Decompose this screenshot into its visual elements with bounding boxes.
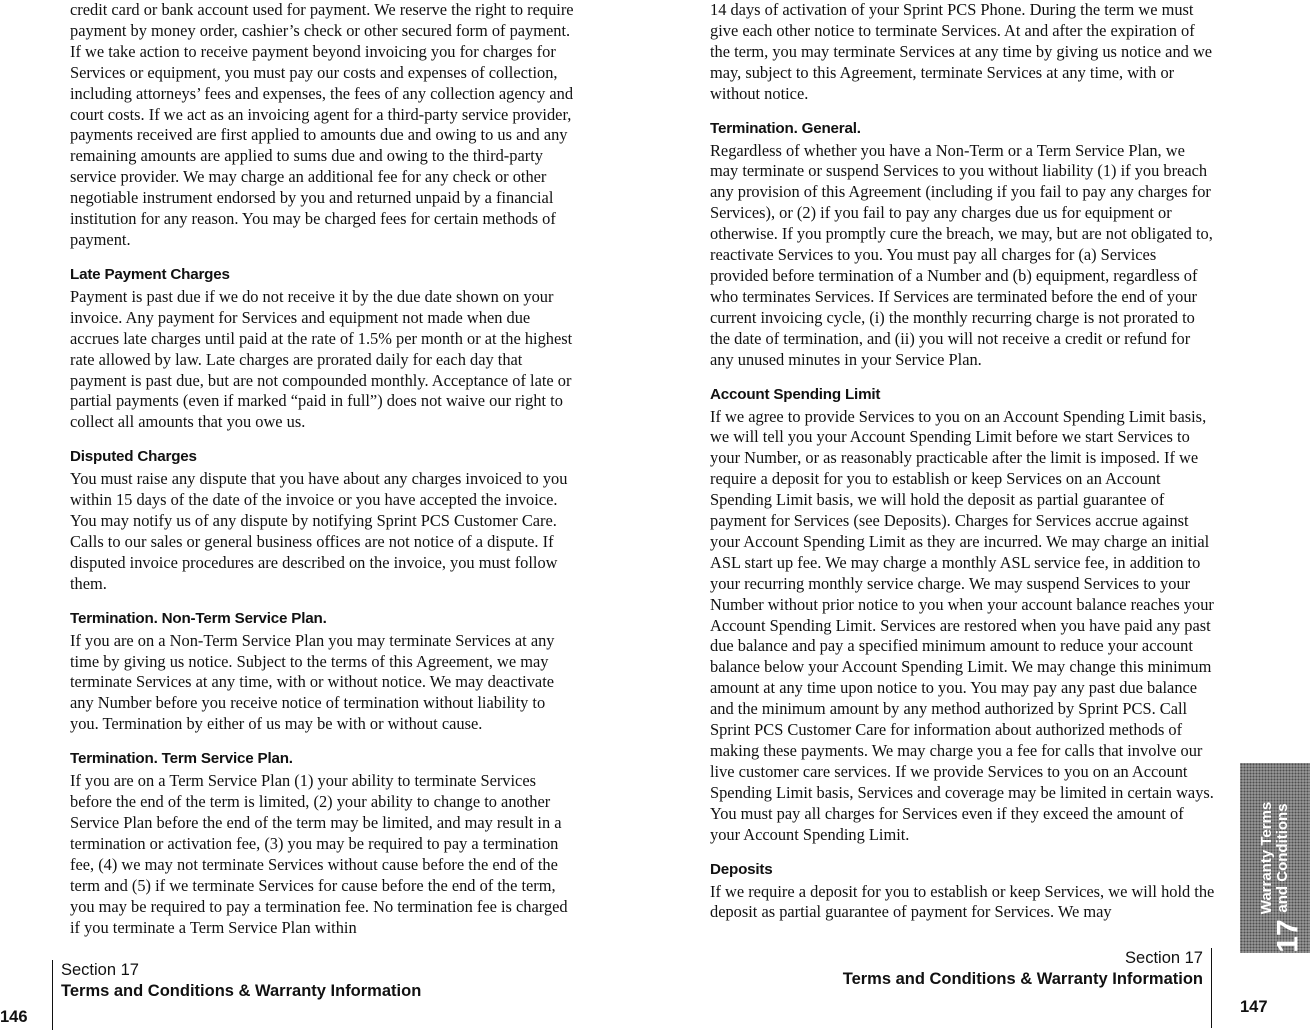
right-page-footer [843,948,1212,1028]
heading-late-payment-charges: Late Payment Charges [70,265,230,283]
right-footer-title: Terms and Conditions & Warranty Information [842,970,1203,988]
side-tab-label [1259,802,1291,915]
side-tab-number: 17 [1271,919,1305,953]
paragraph-late-payment-charges: Payment is past due if we do not receive it by the due date shown on your invoice. Any payment for Services and equipment not made when due accrues late charges until paid at the rate of 1.5% per month or at the highest rate allowed by law. Late charges are prorated daily for each day that payment is past due, but are not compounded monthly. Acceptance of late or partial payments (even if marked “paid in full”) does not waive our right to collect all amounts that you owe us. [70,286,573,432]
left-page-number: 146 [0,1008,28,1026]
left-intro-paragraph: credit card or bank account used for payment. We reserve the right to require payment by money order, cashier’s check or other secured form of payment. If we take action to receive payment beyond invoicing you for charges for Services or equipment, you must pay our costs and expenses of collection, including attorneys’ fees and expenses, the fees of any collection agency and court costs. If we act as an invoicing agent for a third-party service provider, payments received are first applied to amounts due and owing to us and any remaining amounts are applied to sums due and owing to the third-party service provider. We may charge an additional fee for any check or other negotiable instrument endorsed by you and returned unpaid by a financial institution for any reason. You may be charged fees for certain methods of payment. [70,0,574,249]
side-tab-line-1: Warranty Terms [1258,801,1275,915]
left-page-column [70,0,576,938]
right-page-column [710,0,1216,923]
section-side-tab [1240,763,1310,953]
paragraph-termination-non-term: If you are on a Non-Term Service Plan you may terminate Services at any time by giving us notice. Subject to the terms of this Agreement, we may terminate Services at any time, with or without notice. We may deactivate any Number before you receive notice of termination without liability to you. Termination by either of us may be with or without cause. [70,630,555,734]
heading-disputed-charges: Disputed Charges [70,448,197,466]
heading-account-spending-limit: Account Spending Limit [710,385,881,403]
paragraph-termination-general: Regardless of whether you have a Non-Term or a Term Service Plan, we may terminate or suspend Services to you without liability (1) if you breach any provision of this Agreement (including if you fail to pay any charges for Services), or (2) if you fail to pay any charges due us for equipment or otherwise. If you promptly cure the breach, we may, but are not obligated to, reactivate Services to you. You must pay all charges for (a) Services provided before termination of a Number and (b) equipment, regardless of who terminates Services. If Services are terminated before the end of your current invoicing cycle, (i) the monthly recurring charge is not prorated to the date of termination, and (ii) you will not receive a credit or refund for any unused minutes in your Service Plan. [710,140,1213,369]
heading-termination-term: Termination. Term Service Plan. [70,750,293,768]
left-footer-title: Terms and Conditions & Warranty Information [61,982,422,1000]
side-tab-line-2: and Conditions [1274,803,1291,913]
left-footer-section-label: Section 17 [61,961,139,979]
right-page-number: 147 [1240,998,1268,1016]
paragraph-account-spending-limit: If we agree to provide Services to you on an Account Spending Limit basis, we will tell you your Account Spending Limit before we start Services to your Number, or as reasonably practicable after the limit is imposed. If we require a deposit for you to establish or keep Services on an Account Spending Limit basis, we will hold the deposit as partial guarantee of payment for Services (see Deposits). Charges for Services accrue against your Account Spending Limit as they are incurred. We may charge an initial ASL start up fee. We may charge a monthly ASL service fee, in addition to your recurring monthly service charge. We may suspend Services to your Number without prior notice to you when your account balance reaches your Account Spending Limit. Services are restored when you have paid any past due balance and pay a specified minimum amount to reduce your account balance below your Account Spending Limit. We may change this minimum amount at any time upon notice to you. You may pay any past due balance and the minimum amount by any method authorized by Sprint PCS. Call Sprint PCS Customer Care for information about authorized methods of making these payments. We may charge you a fee for calls that involve our live customer care services. If we provide Services to you on an Account Spending Limit basis, Services and coverage may be limited in certain ways. You must pay all charges for Services even if they exceed the amount of your Account Spending Limit. [710,406,1214,844]
heading-termination-general: Termination. General. [710,119,861,137]
paragraph-disputed-charges: You must raise any dispute that you have about any charges invoiced to you within 15 days of the date of the invoice or you have accepted the invoice. You may notify us of any dispute by notifying Sprint PCS Customer Care. Calls to our sales or general business offices are not notice of a dispute. If disputed invoice procedures are described on the invoice, you must follow them. [70,469,568,593]
right-footer-section-label: Section 17 [1125,949,1203,967]
left-page-footer [52,960,421,1030]
right-intro-paragraph: 14 days of activation of your Sprint PCS Phone. During the term we must give each other notice to terminate Services. At and after the expiration of the term, you may terminate Services at any time by giving us notice and we may, subject to this Agreement, terminate Services at any time, with or without notice. [710,0,1213,103]
paragraph-termination-term: If you are on a Term Service Plan (1) your ability to terminate Services before the end of the term is limited, (2) your ability to change to another Service Plan before the end of the term may be limited, and may result in a termination or activation fee, (3) you may be required to pay a termination fee, (4) we may not terminate Services without cause before the end of the term and (5) if we terminate Services for cause before the end of the term, you may be required to pay a termination fee. No termination fee is charged if you terminate a Term Service Plan within [70,771,568,937]
heading-deposits: Deposits [710,860,773,878]
heading-termination-non-term: Termination. Non-Term Service Plan. [70,609,327,627]
paragraph-deposits: If we require a deposit for you to establish or keep Services, we will hold the deposit as partial guarantee of payment for Services. We may [710,881,1215,922]
